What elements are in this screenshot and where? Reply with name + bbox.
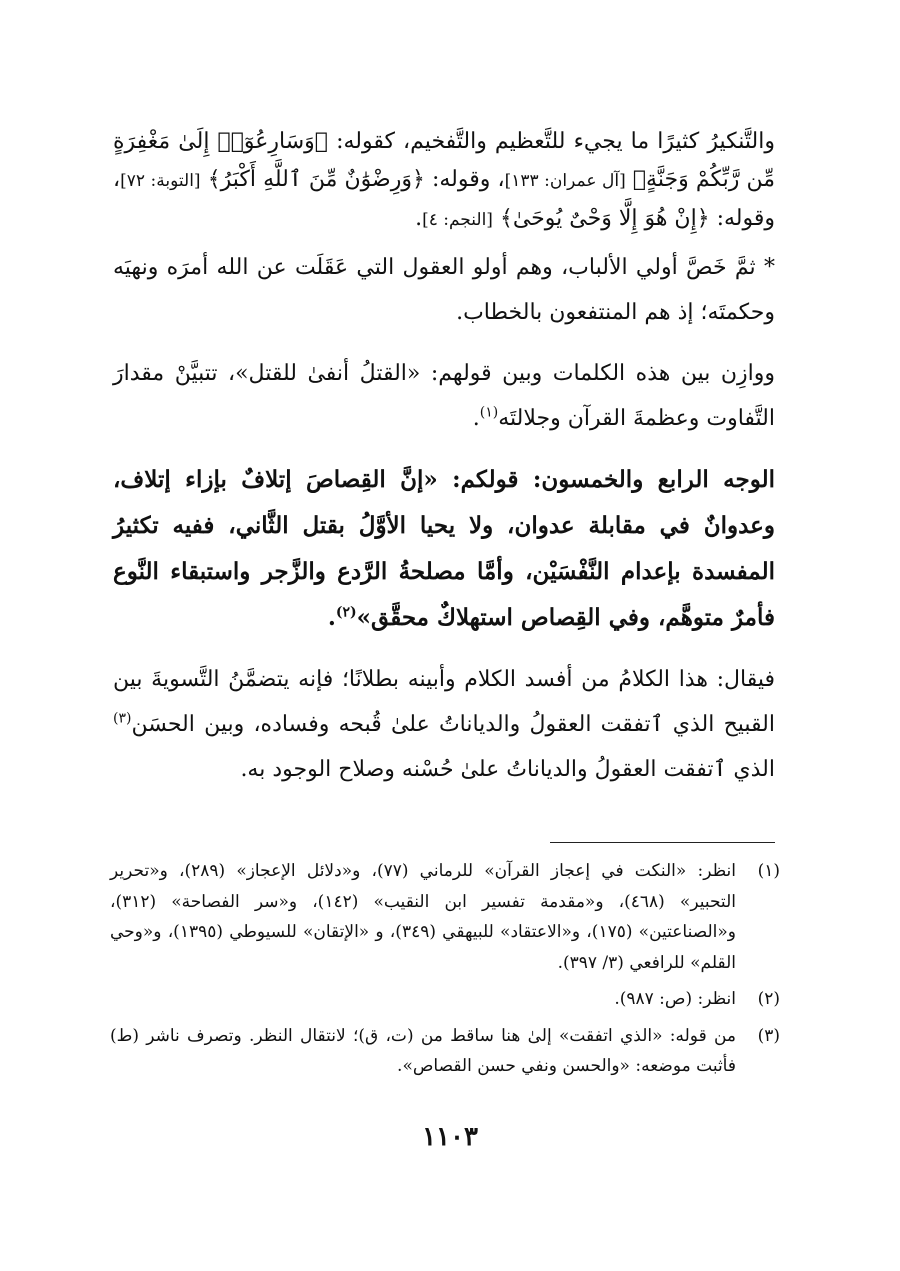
footnote-number: (١) [757, 861, 780, 881]
paragraph-text: ، وقوله: ﴿وَرِضْوَٰنٌ مِّنَ ٱللَّهِ أَكْبَرُ﴾ [207, 167, 505, 192]
punctuation: . [415, 206, 423, 231]
footnotes-section [110, 856, 780, 1088]
footnote-item [110, 1021, 780, 1082]
footnote-marker[interactable]: (٢) [335, 604, 357, 621]
paragraph-text: الذي ٱتفقت العقولُ والدياناتُ علىٰ حُسْنه وصلاح الوجود به. [240, 757, 775, 782]
punctuation: . [327, 604, 336, 631]
quran-reference: [آل عمران: ١٣٣] [504, 171, 626, 191]
quran-reference: [النجم: ٤] [422, 210, 493, 230]
footnote-number: (٣) [757, 1025, 780, 1046]
footnote-text: انظر: (ص: ٩٨٧). [614, 989, 736, 1009]
footnote-number: (٢) [757, 989, 780, 1009]
main-text [113, 123, 775, 808]
paragraph-text: فيقال: هذا الكلامُ من أفسد الكلام وأبينه بطلانًا؛ فإنه يتضمَّنُ التَّسويةَ بين القبيح الذي ٱتفقت العقولُ والدياناتُ علىٰ قُبحه وفساده، وبين الحسَن [113, 667, 776, 737]
footnote-text: من قوله: «الذي اتفقت» إلىٰ هنا ساقط من (ت، ق)؛ لانتقال النظر. وتصرف ناشر (ط) فأثبت موضعه: «والحسن ونفي حسن القصاص». [110, 1025, 736, 1076]
footnote-divider [550, 842, 775, 843]
paragraph-objection [113, 457, 775, 641]
footnote-marker[interactable]: (٣) [113, 710, 132, 727]
page-number: ١١٠٣ [422, 1122, 478, 1152]
footnote-item [110, 984, 780, 1015]
paragraph-text: الوجه الرابع والخمسون: قولكم: «إنَّ القِصاصَ إتلافٌ بإزاء إتلاف، وعدوانٌ في مقابلة عدوان، ولا يحيا الأوَّلُ بقتل الثَّاني، ففيه تكثيرُ المفسدة بإعدام النَّفْسَيْن، وأمَّا مصلحةُ الرَّدع والزَّجر واستبقاء النَّوع فأمرٌ متوهَّم، وفي القِصاص استهلاكٌ محقَّق» [113, 466, 775, 631]
punctuation: . [472, 406, 480, 431]
paragraph-quran-examples [113, 123, 775, 239]
paragraph-response [113, 657, 775, 792]
paragraph-comparison [113, 351, 775, 441]
paragraph-albab: * ثمَّ خَصَّ أولي الألباب، وهم أولو العقول التي عَقَلَت عن الله أمرَه ونهيَه وحكمتَه؛ إذ هم المنتفعون بالخطاب. [113, 255, 775, 325]
footnote-text: انظر: «النكت في إعجاز القرآن» للرماني (٧٧)، و«دلائل الإعجاز» (٢٨٩)، و«تحرير التحبير» (٤٦٨)، و«مقدمة تفسير ابن النقيب» (١٤٢)، و«سر الفصاحة» (٣١٢)، و«الصناعتين» (١٧٥)، و«الاعتقاد» للبيهقي (٣٤٩)، و «الإتقان» للسيوطي (١٣٩٥)، و«وحي القلم» للرافعي (٣/ ٣٩٧). [110, 861, 736, 973]
footnote-item [110, 856, 780, 978]
paragraph-text: والتَّنكيرُ كثيرًا ما يجيء للتَّعظيم والتَّفخيم، كقوله: ﴿وَسَارِعُوٓا۟ إِلَىٰ مَغْفِرَةٍ مِّن رَّبِّكُمْ وَجَنَّةٍ﴾ [113, 129, 776, 192]
quran-reference: [التوبة: ٧٢] [120, 171, 201, 191]
paragraph-text: ، وقوله: ﴿إِنْ هُوَ إِلَّا وَحْىٌ يُوحَىٰ﴾ [113, 167, 775, 231]
footnote-marker[interactable]: (١) [479, 404, 499, 421]
paragraph-text: ووازِن بين هذه الكلمات وبين قولهم: «القتلُ أنفىٰ للقتل»، تتبيَّنْ مقدارَ التَّفاوت وعظمةَ القرآن وجلالتَه [113, 361, 775, 431]
